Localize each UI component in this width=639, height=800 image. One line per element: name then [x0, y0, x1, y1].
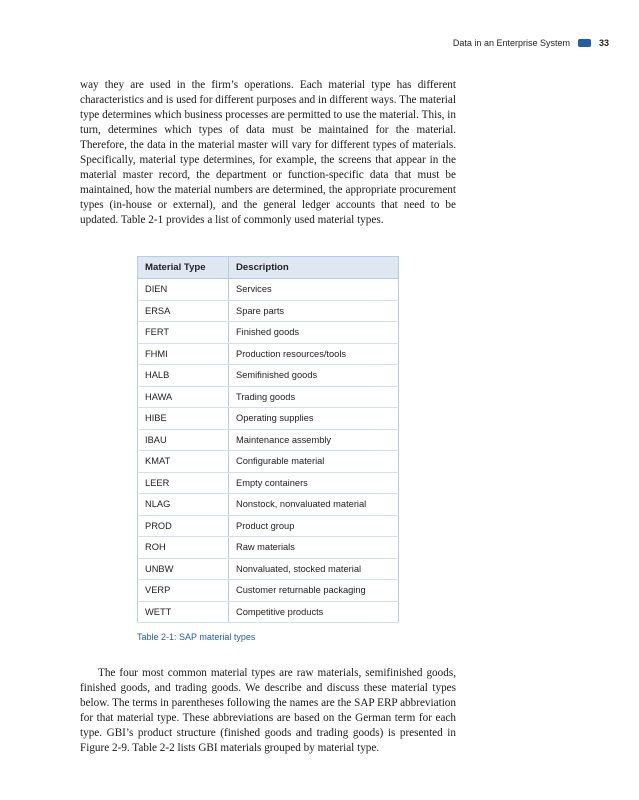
material-type-cell: DIEN: [138, 279, 229, 301]
description-cell: Raw materials: [229, 537, 399, 559]
material-type-cell: ROH: [138, 537, 229, 559]
description-cell: Nonvaluated, stocked material: [229, 558, 399, 580]
description-cell: Trading goods: [229, 386, 399, 408]
material-types-table-block: [137, 256, 399, 642]
material-type-cell: PROD: [138, 515, 229, 537]
running-header: [453, 38, 609, 48]
material-types-table: [137, 256, 399, 623]
material-type-cell: UNBW: [138, 558, 229, 580]
material-type-cell: VERP: [138, 580, 229, 602]
material-type-cell: HAWA: [138, 386, 229, 408]
table-row: [138, 279, 399, 301]
description-cell: Operating supplies: [229, 408, 399, 430]
intro-paragraph-block: [80, 78, 456, 228]
material-type-cell: KMAT: [138, 451, 229, 473]
table-header-row: [138, 257, 399, 279]
table-caption: Table 2-1: SAP material types: [137, 632, 256, 642]
table-row: [138, 558, 399, 580]
table-row: [138, 343, 399, 365]
material-type-cell: WETT: [138, 601, 229, 623]
page-number: 33: [598, 38, 609, 48]
description-cell: Empty containers: [229, 472, 399, 494]
description-cell: Competitive products: [229, 601, 399, 623]
description-cell: Product group: [229, 515, 399, 537]
chapter-marker-icon: [578, 39, 591, 47]
table-row: [138, 300, 399, 322]
header-description: Description: [229, 257, 399, 279]
table-row: [138, 429, 399, 451]
table-row: [138, 494, 399, 516]
closing-paragraph: The four most common material types are raw materials, semifinished goods, finished goods, and trading goods. We describe and discuss these material types below. The terms in parentheses following the names are the SAP ERP abbreviation for that material type. These abbreviations are based on the German term for each type. GBI’s product structure (finished goods and trading goods) is presented in Figure 2-9. Table 2-2 lists GBI materials grouped by material type.: [80, 667, 456, 755]
table-row: [138, 451, 399, 473]
material-type-cell: FERT: [138, 322, 229, 344]
description-cell: Services: [229, 279, 399, 301]
table-row: [138, 515, 399, 537]
material-type-cell: FHMI: [138, 343, 229, 365]
table-row: [138, 537, 399, 559]
material-type-cell: ERSA: [138, 300, 229, 322]
table-row: [138, 472, 399, 494]
header-material-type: Material Type: [138, 257, 229, 279]
table-row: [138, 322, 399, 344]
intro-paragraph: way they are used in the firm’s operations. Each material type has different characteristics and is used for different purposes and in different ways. The material type determines which business processes are permitted to use the material. This, in turn, determines which types of data must be maintained for the material. Therefore, the data in the material master will vary for different types of materials. Specifically, material type determines, for example, the screens that appear in the material master record, the department or function-specific data that must be maintained, how the material numbers are determined, the appropriate procurement types (in-house or external), and the general ledger accounts that need to be updated. Table 2-1 provides a list of commonly used material types.: [80, 79, 456, 227]
table-row: [138, 365, 399, 387]
running-title: Data in an Enterprise System: [452, 38, 570, 48]
description-cell: Production resources/tools: [229, 343, 399, 365]
closing-paragraph-block: [80, 666, 456, 756]
material-type-cell: IBAU: [138, 429, 229, 451]
table-row: [138, 580, 399, 602]
description-cell: Nonstock, nonvaluated material: [229, 494, 399, 516]
description-cell: Semifinished goods: [229, 365, 399, 387]
material-type-cell: HIBE: [138, 408, 229, 430]
material-type-cell: LEER: [138, 472, 229, 494]
description-cell: Finished goods: [229, 322, 399, 344]
table-row: [138, 408, 399, 430]
table-row: [138, 386, 399, 408]
description-cell: Maintenance assembly: [229, 429, 399, 451]
table-row: [138, 601, 399, 623]
description-cell: Spare parts: [229, 300, 399, 322]
material-type-cell: HALB: [138, 365, 229, 387]
description-cell: Customer returnable packaging: [229, 580, 399, 602]
description-cell: Configurable material: [229, 451, 399, 473]
material-type-cell: NLAG: [138, 494, 229, 516]
